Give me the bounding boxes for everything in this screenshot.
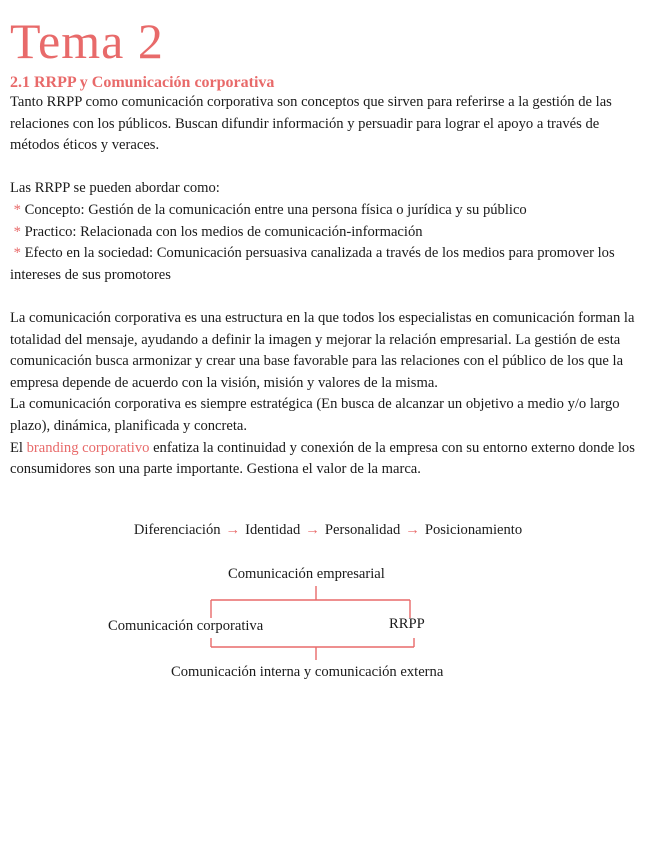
bullet-star-icon: * <box>13 245 21 262</box>
list-item: * Practico: Relacionada con los medios de comunicación-información <box>13 223 423 240</box>
rrpp-list <box>10 200 636 286</box>
flow-step: Personalidad <box>324 522 401 538</box>
diagram-left-label: Comunicación corporativa <box>108 618 264 634</box>
strategic-paragraph: La comunicación corporativa es siempre estratégica (En busca de alcanzar un objetivo a medio y/o largo plazo), dinámica, planificada y concreta. <box>10 396 620 434</box>
intro-paragraph: Tanto RRPP como comunicación corporativa son conceptos que sirven para referirse a la gestión de las relaciones con los públicos. Buscan difundir información y persuadir para lograr el apoyo a través de métodos éticos y veraces. <box>10 94 612 154</box>
branding-term: branding corporativo <box>26 439 150 456</box>
bullet-star-icon: * <box>13 201 21 218</box>
arrow-right-icon: → <box>305 522 320 538</box>
arrow-right-icon: → <box>225 522 241 538</box>
arrow-right-icon: → <box>405 522 420 538</box>
diagram-top-label: Comunicación empresarial <box>228 566 385 582</box>
section-heading: 2.1 RRPP y Comunicación corporativa <box>10 74 275 91</box>
page-title: Tema 2 <box>10 13 164 69</box>
list-intro: Las RRPP se pueden abordar como: <box>10 180 220 197</box>
diagram-right-label: RRPP <box>389 616 425 632</box>
branding-paragraph: El branding corporativo enfatiza la continuidad y conexión de la empresa con su entorno externo donde los consumidores son una parte importante. Gestiona el valor de la marca. <box>10 439 635 478</box>
list-item: * Concepto: Gestión de la comunicación entre una persona física o jurídica y su público <box>13 201 527 218</box>
document-page <box>10 0 636 481</box>
communication-diagram <box>0 560 656 700</box>
flow-step: Posicionamiento <box>424 522 523 538</box>
list-item: * Efecto en la sociedad: Comunicación persuasiva canalizada a través de los medios para promover los intereses de sus promotores <box>10 245 615 283</box>
flow-step: Diferenciación <box>133 522 221 538</box>
corporate-paragraph: La comunicación corporativa es una estructura en la que todos los especialistas en comunicación forman la totalidad del mensaje, ayudando a definir la imagen y mejorar la relación empresarial. La gestión de esta comunicación busca armonizar y crear una base favorable para las relaciones con el público de los que la empresa depende de acuerdo con la visión, misión y valores de la misma. <box>10 309 635 391</box>
document-body <box>10 92 636 481</box>
flow-step: Identidad <box>245 522 301 538</box>
diagram-bottom-label: Comunicación interna y comunicación externa <box>171 664 444 680</box>
branding-flow <box>0 522 656 539</box>
bullet-star-icon: * <box>13 223 21 240</box>
